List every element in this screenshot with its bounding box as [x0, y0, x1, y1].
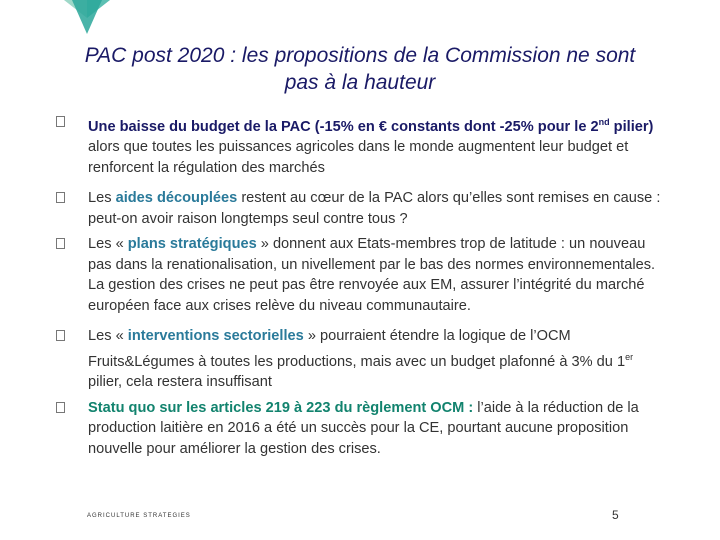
bullet-2-highlight: aides découplées: [115, 190, 238, 207]
bullet-4-highlight: interventions sectorielles: [127, 328, 304, 345]
bullet-4-text: » pourraient étendre la logique de l’OCM Fruits&Légumes à toutes les productions, mais avec un budget plafonné à 3% du 1er pilier, cela restera insuffisant: [88, 328, 634, 391]
bullet-item-aides-decouplees: [56, 188, 668, 229]
superscript: nd: [598, 117, 610, 127]
bullet-5-text: l’aide à la réduction de la production laitière en 2016 a été un succès pour la CE, pourtant aucune proposition nouvelle pour améliorer la gestion des crises.: [88, 399, 639, 457]
superscript: er: [625, 351, 634, 362]
title-line-1: PAC post 2020 : les propositions de la Commission ne sont: [84, 44, 636, 67]
bullet-4-prefix: Les «: [88, 328, 128, 345]
checkbox-bullet-icon: [56, 330, 65, 341]
checkbox-bullet-icon: [56, 192, 65, 203]
bullet-item-statu-quo: [56, 398, 668, 460]
bullet-item-interventions-sectorielles: [56, 326, 668, 392]
page-number: 5: [612, 508, 619, 522]
checkbox-bullet-icon: [56, 238, 65, 249]
slide-title: [40, 42, 680, 96]
title-line-2: pas à la hauteur: [284, 71, 436, 94]
bullet-3-text: » donnent aux Etats-membres trop de latitude : un nouveau pas dans la renationalisation, un nivellement par le bas des normes environnementales. La gestion des crises ne peut pas être renvoyée aux EM, assurer l’intégrité du marché européen face aux crises relève du niveau communautaire.: [88, 236, 656, 314]
bullet-item-plans-strategiques: [56, 234, 668, 316]
footer-brand: AGRICULTURE STRATEGIES: [87, 513, 191, 519]
bullet-2-prefix: Les: [88, 190, 116, 207]
bullet-list: [56, 112, 668, 459]
logo-icon: [64, 0, 110, 36]
bullet-5-highlight: Statu quo sur les articles 219 à 223 du règlement OCM :: [88, 399, 474, 416]
bullet-1-text: alors que toutes les puissances agricoles dans le monde augmentent leur budget et renforcent la régulation des marchés: [88, 139, 629, 176]
checkbox-bullet-icon: [56, 116, 65, 127]
bullet-3-highlight: plans stratégiques: [127, 236, 257, 253]
bullet-1-bold: Une baisse du budget de la PAC (-15% en € constants dont -25% pour le 2nd pilier): [88, 117, 654, 135]
bullet-3-prefix: Les «: [88, 236, 128, 253]
bullet-2-text: restent au cœur de la PAC alors qu’elles sont remises en cause : peut-on avoir raison longtemps seul contre tous ?: [88, 190, 661, 227]
checkbox-bullet-icon: [56, 402, 65, 413]
bullet-item-budget: [56, 112, 668, 178]
